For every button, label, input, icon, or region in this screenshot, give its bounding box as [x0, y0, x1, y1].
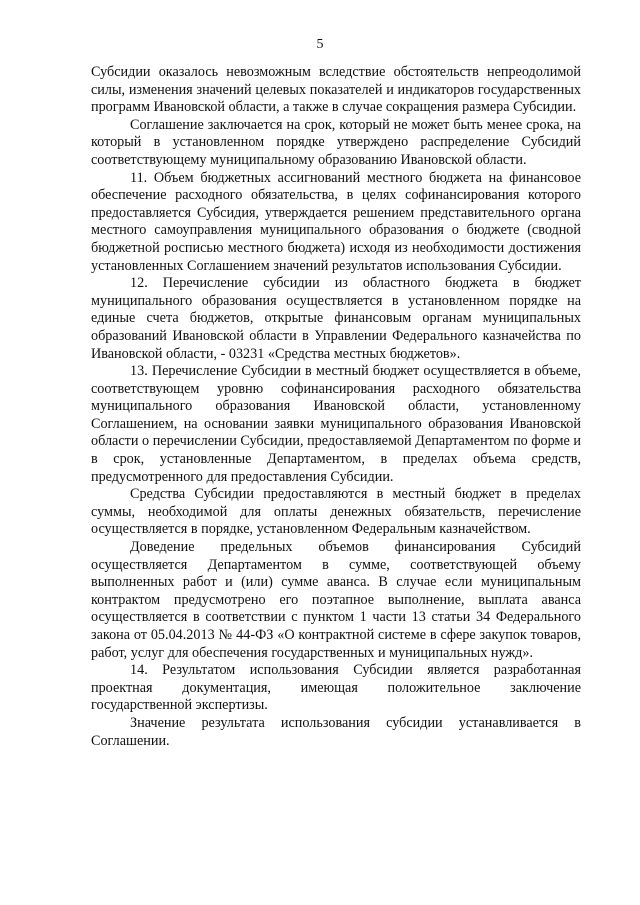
paragraph-item-14: 14. Результатом использования Субсидии является разработанная проектная документация, имеющая положительное заключение государственной экспертизы. [91, 662, 581, 714]
paragraph-agreement-term: Соглашение заключается на срок, который не может быть менее срока, на который в установленном порядке утверждено распределение Субсидий соответствующему муниципальному образованию Ивановской области. [91, 116, 581, 168]
paragraph-result-value: Значение результата использования субсидии устанавливается в Соглашении. [91, 714, 581, 749]
paragraph-item-12: 12. Перечисление субсидии из областного бюджета в бюджет муниципального образования осуществляется в установленном порядке на единые счета бюджетов, открытые финансовым органам муниципальных образований Ивановской области в Управлении Федерального казначейства по Ивановской области, - 03231 «Средства местных бюджетов». [91, 275, 581, 362]
paragraph-subsidy-funds: Средства Субсидии предоставляются в местный бюджет в пределах суммы, необходимой для оплаты денежных обязательств, перечисление осуществляется в порядке, установленном Федеральным казначейством. [91, 486, 581, 538]
paragraph-financing-limits: Доведение предельных объемов финансирования Субсидий осуществляется Департаментом в сумме, соответствующей объему выполненных работ и (или) сумме аванса. В случае если муниципальным контрактом предусмотрено его поэтапное выполнение, выплата аванса осуществляется в соответствии с пунктом 1 части 13 статьи 34 Федерального закона от 05.04.2013 № 44-ФЗ «О контрактной системе в сфере закупок товаров, работ, услуг для обеспечения государственных и муниципальных нужд». [91, 539, 581, 661]
page-number: 5 [316, 37, 324, 52]
paragraph-item-13: 13. Перечисление Субсидии в местный бюджет осуществляется в объеме, соответствующем уровню софинансирования расходного обязательства муниципального образования Ивановской области, установленному Соглашением, на основании заявки муниципального образования Ивановской области о перечислении Субсидии, предоставляемой Департаментом по форме и в срок, установленные Департаментом, в пределах объема средств, предусмотренного для предоставления Субсидии. [91, 363, 581, 485]
paragraph-subsidy-circumstances: Субсидии оказалось невозможным вследствие обстоятельств непреодолимой силы, изменения значений целевых показателей и индикаторов государственных программ Ивановской области, а также в случае сокращения размера Субсидии. [91, 64, 581, 116]
paragraph-item-11: 11. Объем бюджетных ассигнований местного бюджета на финансовое обеспечение расходного обязательства, в целях софинансирования которого предоставляется Субсидия, утверждается решением представительного органа местного самоуправления муниципального образования о бюджете (сводной бюджетной росписью местного бюджета) исходя из необходимости достижения установленных Соглашением значений результатов использования Субсидии. [91, 169, 581, 274]
document-body [91, 64, 581, 750]
